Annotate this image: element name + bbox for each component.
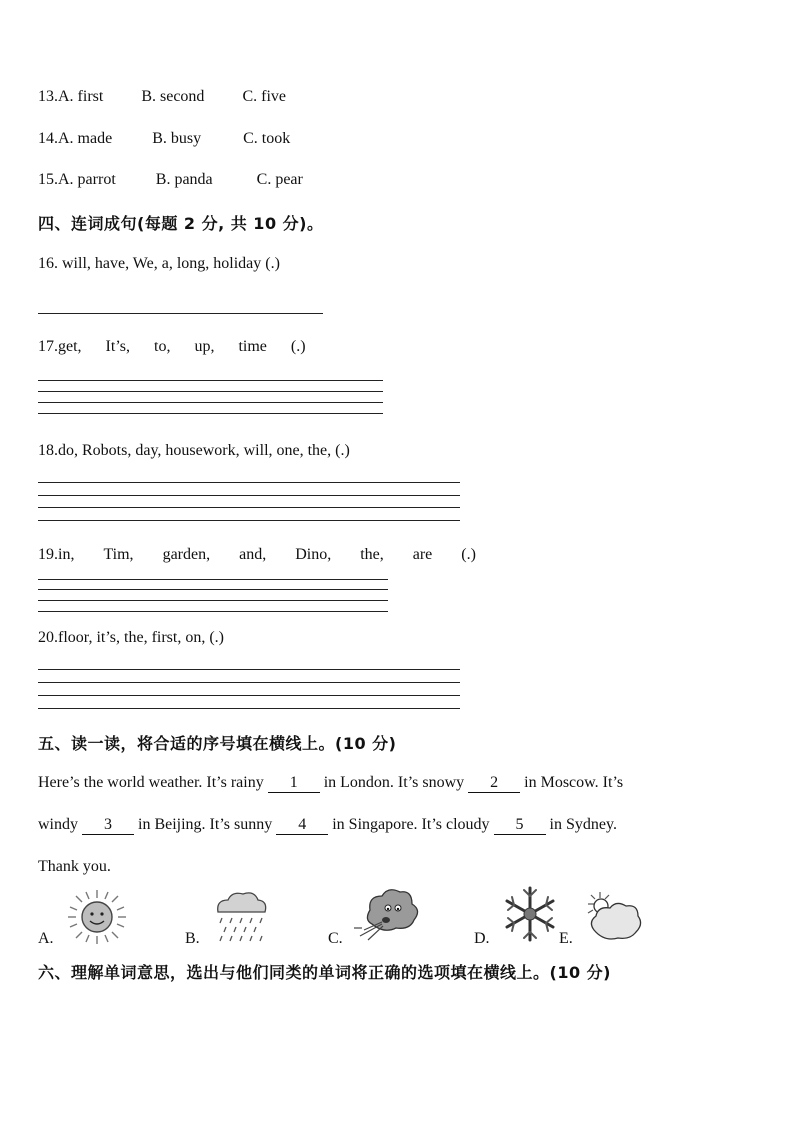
option-c: C. five <box>242 88 286 105</box>
sun-icon <box>64 888 130 946</box>
answer-line <box>38 579 388 580</box>
section-4-title: 四、连词成句(每题 2 分, 共 10 分)。 <box>38 214 324 233</box>
passage-text: in London. It’s snowy <box>319 774 469 791</box>
word: time <box>238 338 267 355</box>
blank-2: 2 <box>468 774 520 793</box>
word: to, <box>154 338 171 355</box>
passage-line-3: Thank you. <box>38 858 111 875</box>
word: garden, <box>162 546 211 563</box>
answer-line <box>38 695 460 696</box>
answer-line <box>38 682 460 683</box>
section-6-title: 六、理解单词意思，选出与他们同类的单词将正确的选项填在横线上。(10 分) <box>38 963 611 982</box>
word: 17.get, <box>38 338 82 355</box>
passage-text: in Moscow. It’s <box>520 774 624 791</box>
answer-line <box>38 482 460 483</box>
question-20: 20.floor, it’s, the, first, on, (.) <box>38 629 224 646</box>
option-b: B. second <box>141 88 205 105</box>
answer-line <box>38 313 323 314</box>
option-b: B. busy <box>152 130 202 147</box>
answer-line <box>38 708 460 709</box>
answer-line <box>38 611 388 612</box>
passage-text: in Sydney. <box>545 816 617 833</box>
picture-label-c: C. <box>328 930 343 947</box>
answer-line <box>38 600 388 601</box>
blank-1: 1 <box>268 774 320 793</box>
word: (.) <box>290 338 306 355</box>
question-18: 18.do, Robots, day, housework, will, one, the, (.) <box>38 442 350 459</box>
picture-label-a: A. <box>38 930 54 947</box>
answer-line <box>38 507 460 508</box>
passage-line-2 <box>38 816 617 835</box>
snowflake-icon <box>500 884 560 944</box>
rain-cloud-icon <box>210 888 270 946</box>
picture-label-e: E. <box>559 930 573 947</box>
blank-3: 3 <box>82 816 134 835</box>
answer-line <box>38 669 460 670</box>
word: and, <box>239 546 267 563</box>
passage-text: Here’s the world weather. It’s rainy <box>38 774 268 791</box>
option-c: C. took <box>243 130 291 147</box>
word: up, <box>194 338 215 355</box>
word: It’s, <box>105 338 130 355</box>
picture-label-d: D. <box>474 930 490 947</box>
question-14 <box>38 130 290 148</box>
blank-4: 4 <box>276 816 328 835</box>
wind-cloud-icon <box>350 884 430 944</box>
option-a: A. parrot <box>58 171 116 188</box>
blank-5: 5 <box>494 816 546 835</box>
passage-text: in Singapore. It’s cloudy <box>328 816 494 833</box>
answer-line <box>38 520 460 521</box>
word: are <box>412 546 433 563</box>
option-a: A. first <box>58 88 104 105</box>
answer-line <box>38 391 383 392</box>
question-17 <box>38 338 306 356</box>
answer-line <box>38 413 383 414</box>
picture-label-b: B. <box>185 930 200 947</box>
passage-text: in Beijing. It’s sunny <box>134 816 277 833</box>
word: Dino, <box>295 546 332 563</box>
section-5-title: 五、读一读，将合适的序号填在横线上。(10 分) <box>38 734 397 753</box>
word: the, <box>360 546 384 563</box>
passage-line-1 <box>38 774 623 793</box>
answer-line <box>38 495 460 496</box>
question-number: 13. <box>38 88 58 105</box>
question-16: 16. will, have, We, a, long, holiday (.) <box>38 255 280 272</box>
word: Tim, <box>103 546 134 563</box>
passage-text: windy <box>38 816 82 833</box>
answer-line <box>38 402 383 403</box>
option-c: C. pear <box>256 171 303 188</box>
word: (.) <box>461 546 476 563</box>
question-15 <box>38 171 303 189</box>
option-a: A. made <box>58 130 113 147</box>
question-number: 15. <box>38 171 58 188</box>
question-number: 14. <box>38 130 58 147</box>
question-13 <box>38 88 286 106</box>
sun-cloud-icon <box>584 890 644 946</box>
question-19 <box>38 546 476 564</box>
answer-line <box>38 380 383 381</box>
answer-line <box>38 589 388 590</box>
option-b: B. panda <box>155 171 213 188</box>
word: 19.in, <box>38 546 75 563</box>
